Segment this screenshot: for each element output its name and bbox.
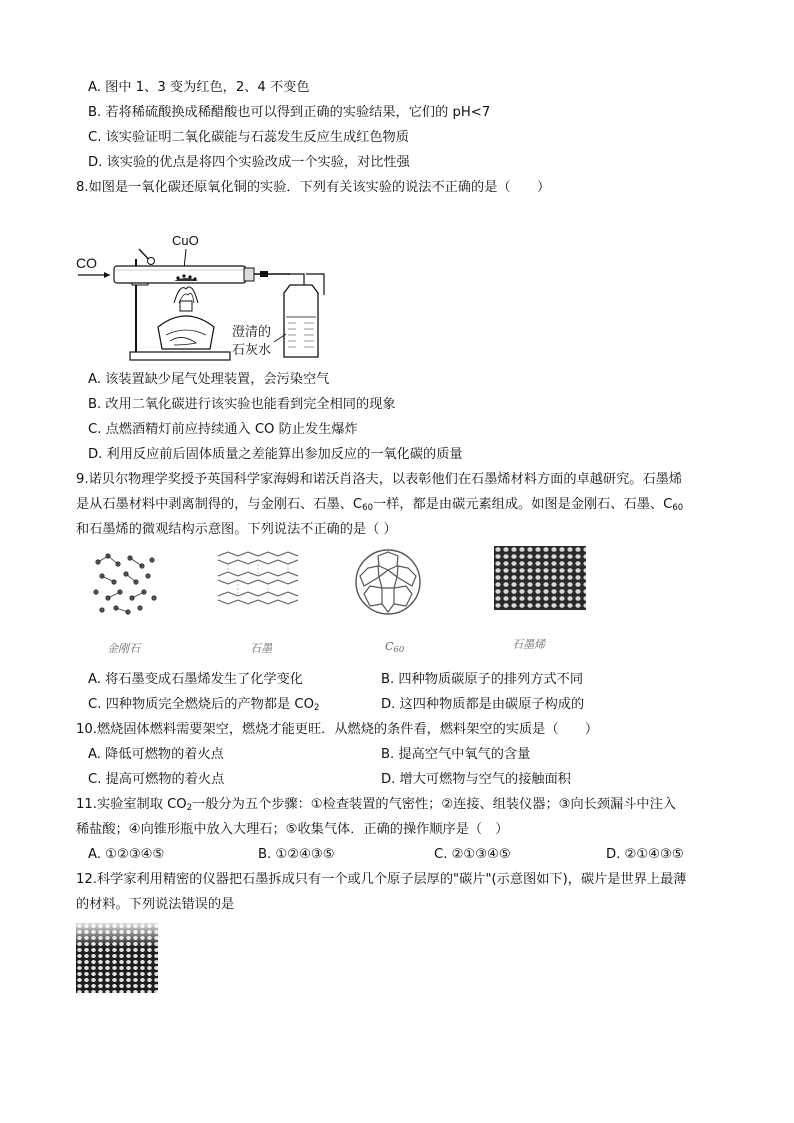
q8-option-b: B. 改用二氧化碳进行该实验也能看到完全相同的现象 (88, 397, 396, 412)
q10-option-b: B. 提高空气中氧气的含量 (381, 747, 531, 762)
caption-c60: $C_{60}$ (385, 640, 405, 655)
limewater-label-1: 澄清的 (232, 324, 272, 339)
c60-structure-image (352, 546, 424, 618)
limewater-label-2: 石灰水 (232, 342, 272, 357)
q9-option-d: D. 这四种物质都是由碳原子构成的 (381, 697, 585, 712)
q10-option-c: C. 提高可燃物的着火点 (88, 772, 225, 787)
diamond-structure-image (90, 552, 160, 616)
q12-stem-line-2: 的材料。下列说法错误的是 (76, 897, 235, 912)
q11-option-d: D. ②①④③⑤ (606, 847, 684, 862)
q11-option-b: B. ①②④③⑤ (258, 847, 335, 862)
q7-option-d: D. 该实验的优点是将四个实验改成一个实验，对比性强 (88, 155, 410, 170)
graphite-structure-image (214, 546, 304, 616)
q9-option-a: A. 将石墨变成石墨烯发生了化学变化 (88, 672, 303, 687)
cuo-label: CuO (172, 233, 199, 248)
q10-stem: 10.燃烧固体燃料需要架空，燃烧才能更旺．从燃烧的条件看，燃料架空的实质是（ ） (76, 722, 599, 737)
q9-stem-line-3: 和石墨烯的微观结构示意图。下列说法不正确的是（ ） (76, 522, 397, 537)
q11-option-a: A. ①②③④⑤ (88, 847, 165, 862)
carbon-sheet-image (76, 923, 158, 993)
co-label: CO (76, 255, 97, 271)
q9-option-c: C. 四种物质完全燃烧后的产物都是 $CO_2$ (88, 697, 320, 713)
q9-option-b: B. 四种物质碳原子的排列方式不同 (381, 672, 584, 687)
caption-graphite: 石墨 (250, 642, 272, 655)
q7-option-b: B. 若将稀硫酸换成稀醋酸也可以得到正确的实验结果，它们的 pH<7 (88, 105, 491, 120)
q8-option-d: D. 利用反应前后固体质量之差能算出参加反应的一氧化碳的质量 (88, 447, 463, 462)
caption-diamond: 金刚石 (107, 642, 140, 655)
q8-option-c: C. 点燃酒精灯前应持续通入 CO 防止发生爆炸 (88, 422, 358, 437)
caption-graphene: 石墨烯 (512, 638, 545, 651)
q9-stem-line-1: 9.诺贝尔物理学奖授予英国科学家海姆和诺沃肖洛夫，以表彰他们在石墨烯材料方面的卓越研究。石墨烯 (76, 472, 683, 487)
q7-option-a: A. 图中 1、3 变为红色，2、4 不变色 (88, 80, 310, 95)
q11-stem-line-2: 稀盐酸；④向锥形瓶中放入大理石；⑤收集气体．正确的操作顺序是（ ） (76, 822, 509, 837)
q10-option-a: A. 降低可燃物的着火点 (88, 747, 224, 762)
q9-stem-line-2: 是从石墨材料中剥离制得的，与金刚石、石墨、$C_{60}$一样，都是由碳元素组成。如图是金刚石、石墨、$C_{60}$ (76, 497, 684, 513)
q7-option-c: C. 该实验证明二氧化碳能与石蕊发生反应生成红色物质 (88, 130, 409, 145)
q8-stem: 8.如图是一氧化碳还原氧化铜的实验．下列有关该实验的说法不正确的是（ ） (76, 180, 551, 195)
graphene-structure-image (494, 546, 586, 610)
q11-option-c: C. ②①③④⑤ (434, 847, 511, 862)
co-reduction-apparatus-figure (74, 205, 334, 365)
q11-stem-line-1: 11.实验室制取 $CO_2$一般分为五个步骤：①检查装置的气密性；②连接、组装仪器；③向长颈漏斗中注入 (76, 797, 676, 813)
q8-option-a: A. 该装置缺少尾气处理装置，会污染空气 (88, 372, 330, 387)
q12-stem-line-1: 12.科学家利用精密的仪器把石墨拆成只有一个或几个原子层厚的"碳片"(示意图如下)，碳片是世界上最薄 (76, 872, 687, 887)
q10-option-d: D. 增大可燃物与空气的接触面积 (381, 772, 571, 787)
